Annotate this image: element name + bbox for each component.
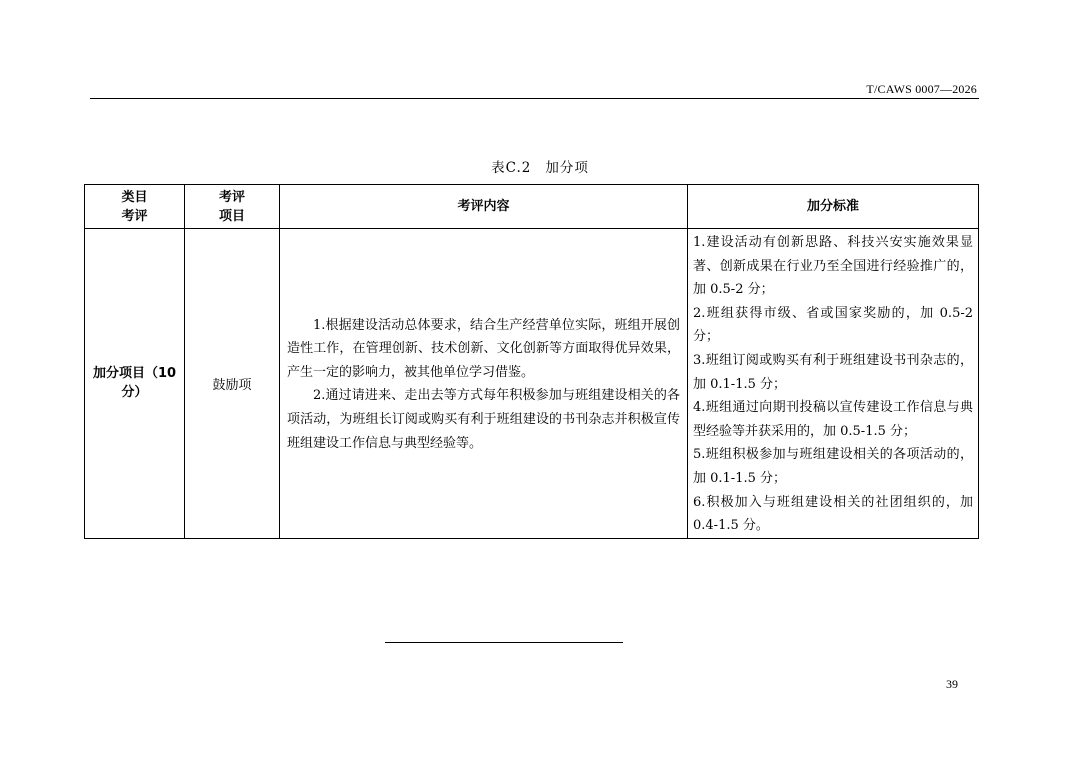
bonus-items-table [84,184,979,539]
header-category-line1: 类目 [121,189,148,205]
standard-item-5: 5.班组积极参加与班组建设相关的各项活动的，加 0.1-1.5 分； [693,447,973,486]
header-item-line2: 项目 [218,208,245,224]
header-category [85,185,185,229]
standard-item-4: 4.班组通过向期刊投稿以宣传建设工作信息与典型经验等并获采用的，加 0.5-1.5 分； [693,400,973,439]
header-item-line1: 考评 [218,189,245,205]
table-caption-number: 表C.2 [491,160,532,176]
page-number: 39 [946,677,958,691]
header-rule [90,98,979,99]
table-row [85,229,979,539]
header-content: 考评内容 [280,185,688,229]
table-caption-text: 加分项 [545,160,589,176]
header-category-line2: 考评 [121,208,148,224]
standard-item-6: 6.积极加入与班组建设相关的社团组织的，加 0.4-1.5 分。 [693,494,973,534]
table-header-row [85,185,979,229]
header-item [185,185,280,229]
category-cell: 加分项目（10分） [85,229,185,539]
standard-item-1: 1.建设活动有创新思路、科技兴安实施效果显著、创新成果在行业乃至全国进行经验推广的，加 0.5-2 分； [693,235,973,298]
content-paragraph-2: 2.通过请进来、走出去等方式每年积极参加与班组建设相关的各项活动，为班组长订阅或购买有利于班组建设的书刊杂志并积极宣传班组建设工作信息与典型经验等。 [287,388,680,451]
standard-item-2: 2.班组获得市级、省或国家奖励的，加 0.5-2 分； [693,305,973,345]
header-standard: 加分标准 [688,185,979,229]
table-caption [0,156,1080,176]
content-paragraph-1: 1.根据建设活动总体要求，结合生产经营单位实际，班组开展创造性工作，在管理创新、技术创新、文化创新等方面取得优异效果，产生一定的影响力，被其他单位学习借鉴。 [287,317,680,380]
standard-cell [688,229,979,539]
standard-code: T/CAWS 0007—2026 [866,82,977,96]
item-cell: 鼓励项 [185,229,280,539]
content-cell [280,229,688,539]
standard-item-3: 3.班组订阅或购买有利于班组建设书刊杂志的，加 0.1-1.5 分； [693,352,973,392]
footnote-rule [385,642,623,643]
